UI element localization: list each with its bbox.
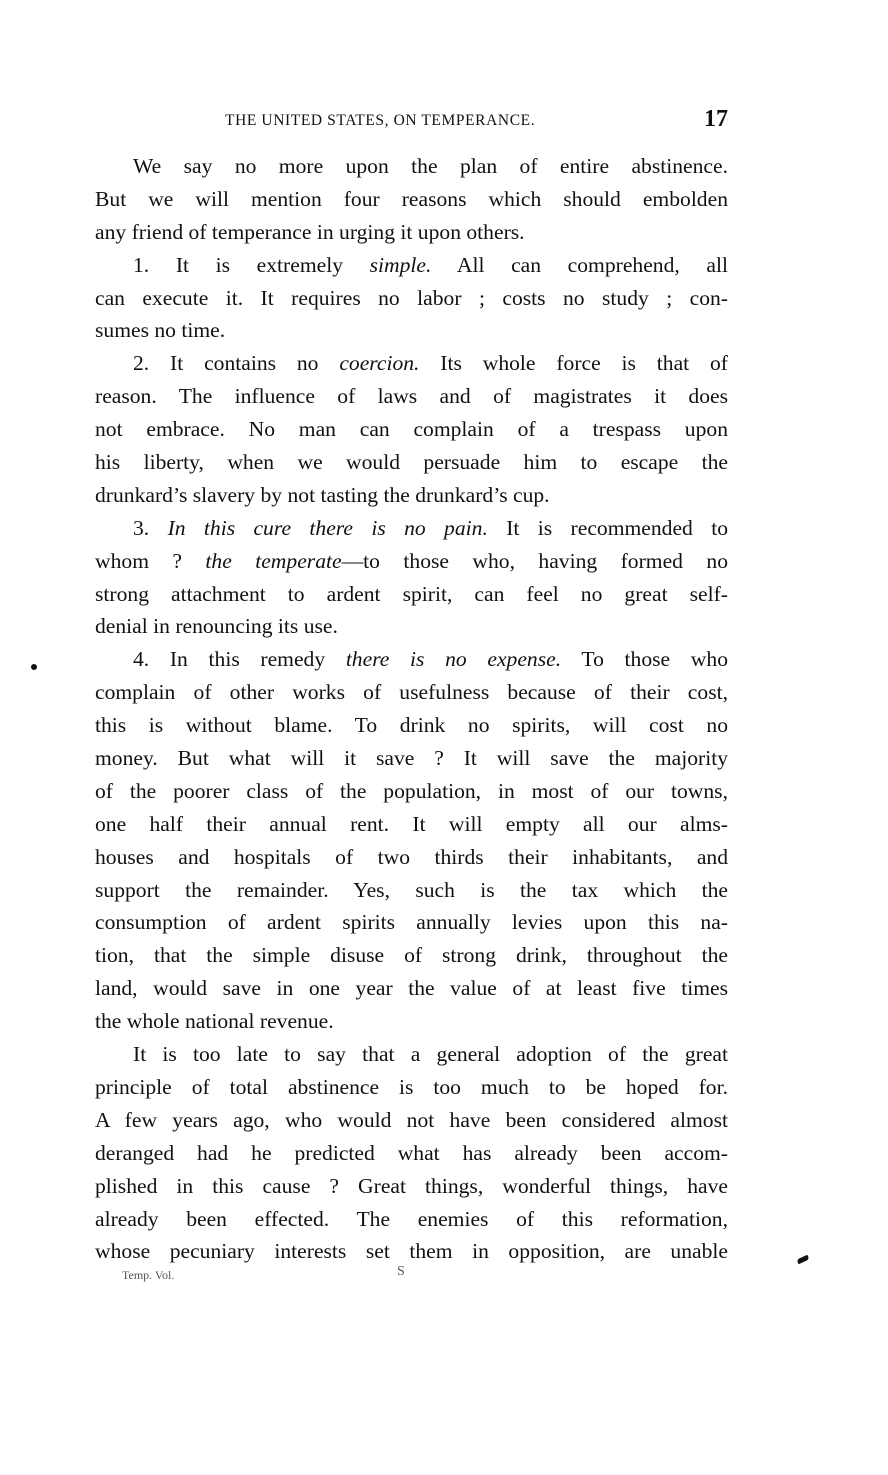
text-line bbox=[95, 1235, 728, 1268]
text-segment: land, would save in one year the value of at least five times bbox=[95, 976, 728, 1001]
text-segment: A few years ago, who would not have been considered almost bbox=[95, 1107, 728, 1132]
text-line bbox=[95, 808, 728, 841]
text-segment: money. But what will it save ? It will save the majority bbox=[95, 746, 728, 771]
page-number: 17 bbox=[704, 106, 728, 132]
body-text bbox=[95, 150, 728, 1268]
signature-line bbox=[95, 1264, 728, 1288]
text-segment: To those who bbox=[561, 647, 728, 672]
text-segment: —to those who, having formed no bbox=[341, 548, 728, 573]
text-segment: support the remainder. Yes, such is the tax which the bbox=[95, 877, 728, 902]
text-segment: It is too late to say that a general adoption of the great bbox=[133, 1042, 728, 1067]
text-segment: Its whole force is that of bbox=[419, 351, 728, 376]
text-segment: But we will mention four reasons which should embolden bbox=[95, 186, 728, 211]
text-line bbox=[95, 972, 728, 1005]
text-segment: denial in renouncing its use. bbox=[95, 614, 338, 639]
text-line bbox=[95, 249, 728, 282]
text-segment: sumes no time. bbox=[95, 318, 226, 343]
running-head bbox=[95, 108, 728, 138]
text-segment: 2. It contains no bbox=[133, 351, 340, 376]
text-line bbox=[95, 446, 728, 479]
text-line bbox=[95, 610, 728, 643]
signature-volume: Temp. Vol. bbox=[122, 1268, 175, 1282]
text-segment: 1. It is extremely bbox=[133, 252, 370, 277]
text-line bbox=[95, 413, 728, 446]
text-segment: tion, that the simple disuse of strong drink, throughout the bbox=[95, 943, 728, 968]
text-line bbox=[95, 775, 728, 808]
text-line bbox=[95, 841, 728, 874]
text-segment: All can comprehend, all bbox=[431, 252, 729, 277]
text-line bbox=[95, 709, 728, 742]
text-line bbox=[95, 347, 728, 380]
text-line bbox=[95, 479, 728, 512]
text-line bbox=[95, 676, 728, 709]
margin-ink-mark bbox=[797, 1255, 810, 1265]
signature-mark: S bbox=[397, 1264, 405, 1279]
text-line bbox=[95, 545, 728, 578]
text-line bbox=[95, 742, 728, 775]
text-line bbox=[95, 1170, 728, 1203]
text-segment: of the poorer class of the population, in most of our towns, bbox=[95, 778, 728, 803]
italic-text: simple. bbox=[369, 252, 432, 277]
text-segment: any friend of temperance in urging it upon others. bbox=[95, 219, 525, 244]
text-segment: one half their annual rent. It will empty all our alms- bbox=[95, 811, 728, 836]
text-line bbox=[95, 183, 728, 216]
text-line bbox=[95, 1104, 728, 1137]
text-segment: principle of total abstinence is too much to be hoped for. bbox=[95, 1074, 728, 1099]
text-line bbox=[95, 1005, 728, 1038]
text-segment: reason. The influence of laws and of magistrates it does bbox=[95, 384, 728, 409]
text-line bbox=[95, 216, 728, 249]
text-line bbox=[95, 939, 728, 972]
italic-text: coercion. bbox=[339, 351, 420, 376]
text-line bbox=[95, 512, 728, 545]
italic-text: the temperate bbox=[205, 548, 342, 573]
text-line bbox=[95, 150, 728, 183]
text-line bbox=[95, 282, 728, 315]
text-line bbox=[95, 1071, 728, 1104]
text-segment: not embrace. No man can complain of a trespass upon bbox=[95, 417, 728, 442]
text-segment: drunkard’s slavery by not tasting the drunkard’s cup. bbox=[95, 482, 550, 507]
text-line bbox=[95, 1038, 728, 1071]
margin-dot-mark bbox=[31, 664, 37, 670]
text-line bbox=[95, 643, 728, 676]
text-segment: whom ? bbox=[95, 548, 206, 573]
text-segment: can execute it. It requires no labor ; costs no study ; con- bbox=[95, 285, 728, 310]
text-segment: It is recommended to bbox=[487, 515, 729, 540]
text-line bbox=[95, 578, 728, 611]
text-segment: houses and hospitals of two thirds their inhabitants, and bbox=[95, 844, 728, 869]
text-line bbox=[95, 874, 728, 907]
text-segment: We say no more upon the plan of entire abstinence. bbox=[133, 154, 728, 178]
text-segment: deranged had he predicted what has already been accom- bbox=[95, 1140, 728, 1165]
italic-text: there is no expense. bbox=[345, 647, 562, 672]
italic-text: In this cure there is no pain. bbox=[167, 515, 488, 540]
text-line bbox=[95, 906, 728, 939]
text-line bbox=[95, 314, 728, 347]
text-segment: strong attachment to ardent spirit, can feel no great self- bbox=[95, 581, 728, 606]
text-segment: complain of other works of usefulness because of their cost, bbox=[95, 680, 728, 705]
text-segment: plished in this cause ? Great things, wonderful things, have bbox=[95, 1173, 728, 1198]
text-segment: this is without blame. To drink no spirits, will cost no bbox=[95, 713, 728, 738]
text-line bbox=[95, 1137, 728, 1170]
text-line bbox=[95, 1203, 728, 1236]
text-segment: whose pecuniary interests set them in opposition, are unable bbox=[95, 1239, 728, 1264]
running-title: THE UNITED STATES, ON TEMPERANCE. bbox=[225, 112, 536, 129]
text-segment: 3. bbox=[133, 515, 168, 540]
text-segment: the whole national revenue. bbox=[95, 1009, 334, 1034]
text-segment: consumption of ardent spirits annually levies upon this na- bbox=[95, 910, 728, 935]
text-line bbox=[95, 380, 728, 413]
text-segment: 4. In this remedy bbox=[133, 647, 346, 672]
text-segment: already been effected. The enemies of this reformation, bbox=[95, 1206, 728, 1231]
text-segment: his liberty, when we would persuade him to escape the bbox=[95, 450, 728, 475]
